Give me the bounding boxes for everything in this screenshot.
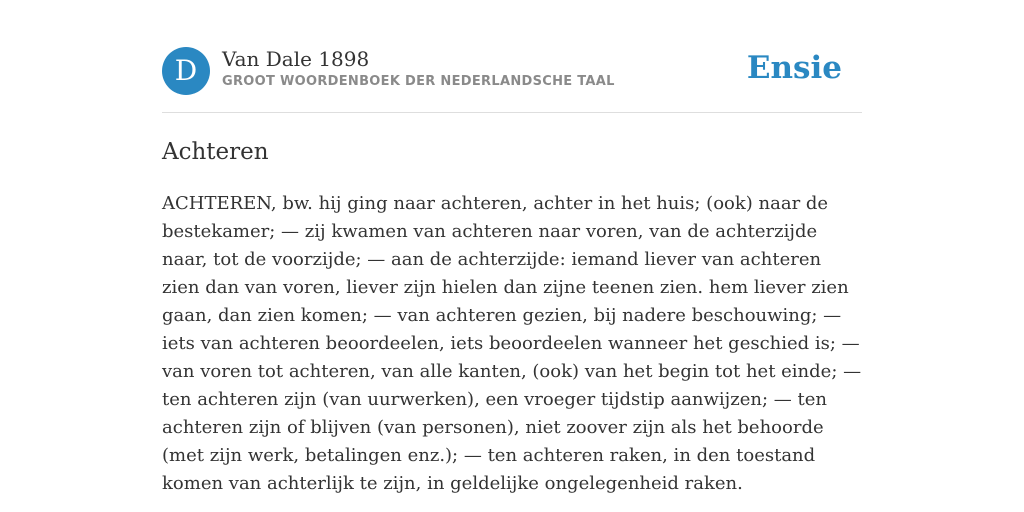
- source-avatar[interactable]: D: [162, 47, 210, 95]
- entry-title: Achteren: [162, 139, 269, 165]
- source-subtitle: GROOT WOORDENBOEK DER NEDERLANDSCHE TAAL: [222, 74, 615, 89]
- header-divider: [162, 112, 862, 113]
- brand-logo[interactable]: Ensie: [746, 50, 842, 86]
- source-header: [162, 46, 862, 96]
- source-title[interactable]: Van Dale 1898: [222, 47, 370, 71]
- entry-definition: ACHTEREN, bw. hij ging naar achteren, achter in het huis; (ook) naar de bestekamer; — zij kwamen van achteren naar voren, van de achterzijde naar, tot de voorzijde; — aan de achterzijde: iemand liever van achteren zien dan van voren, liever zijn hielen dan zijne teenen zien. hem liever zien gaan, dan zien komen; — van achteren gezien, bij nadere beschouwing; —iets van achteren beoordeelen, iets beoordeelen wanneer het geschied is; — van voren tot achteren, van alle kanten, (ook) van het begin tot het einde; — ten achteren zijn (van uurwerken), een vroeger tijdstip aanwijzen; — ten achteren zijn of blijven (van personen), niet zoover zijn als het behoorde (met zijn werk, betalingen enz.); — ten achteren raken, in den toestand komen van achterlijk te zijn, in geldelijke ongelegenheid raken.: [162, 193, 862, 494]
